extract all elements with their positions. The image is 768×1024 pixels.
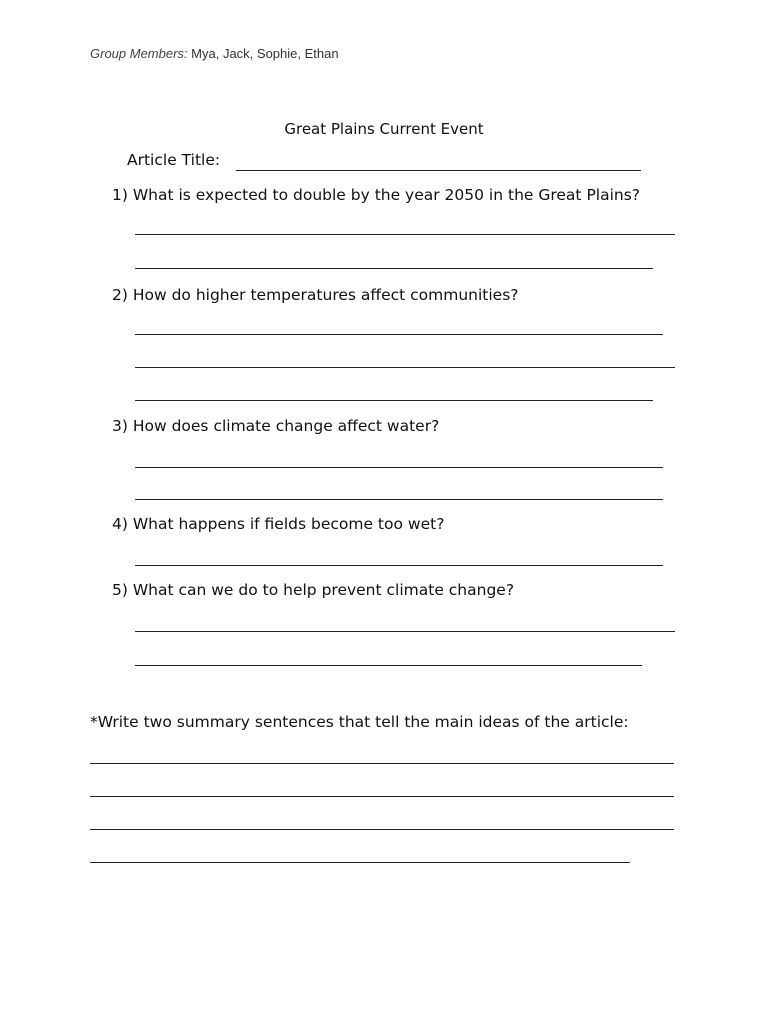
summary-line-4[interactable]: [90, 862, 630, 863]
question-1: 1) What is expected to double by the year 2050 in the Great Plains?: [112, 186, 641, 204]
article-title-row: [127, 151, 647, 173]
answer-line-1b[interactable]: [135, 268, 653, 269]
group-members-names: Mya, Jack, Sophie, Ethan: [191, 46, 339, 61]
answer-line-4a[interactable]: [135, 565, 663, 566]
answer-line-3a[interactable]: [135, 467, 663, 468]
question-5: 5) What can we do to help prevent climate change?: [112, 581, 515, 599]
answer-line-2a[interactable]: [135, 334, 663, 335]
article-title-answer-line[interactable]: [236, 170, 641, 171]
summary-line-2[interactable]: [90, 796, 674, 797]
question-4: 4) What happens if fields become too wet?: [112, 515, 445, 533]
question-2: 2) How do higher temperatures affect communities?: [112, 286, 519, 304]
answer-line-5b[interactable]: [135, 665, 642, 666]
answer-line-2b[interactable]: [135, 367, 675, 368]
answer-line-2c[interactable]: [135, 400, 653, 401]
summary-line-3[interactable]: [90, 829, 674, 830]
summary-prompt: *Write two summary sentences that tell the main ideas of the article:: [90, 713, 629, 731]
article-title-label: Article Title:: [127, 151, 221, 169]
question-3: 3) How does climate change affect water?: [112, 417, 440, 435]
group-members-label: Group Members:: [90, 46, 188, 61]
answer-line-3b[interactable]: [135, 499, 663, 500]
summary-line-1[interactable]: [90, 763, 674, 764]
answer-line-5a[interactable]: [135, 631, 675, 632]
group-members: [90, 46, 339, 61]
worksheet-title: Great Plains Current Event: [284, 120, 484, 138]
answer-line-1a[interactable]: [135, 234, 675, 235]
